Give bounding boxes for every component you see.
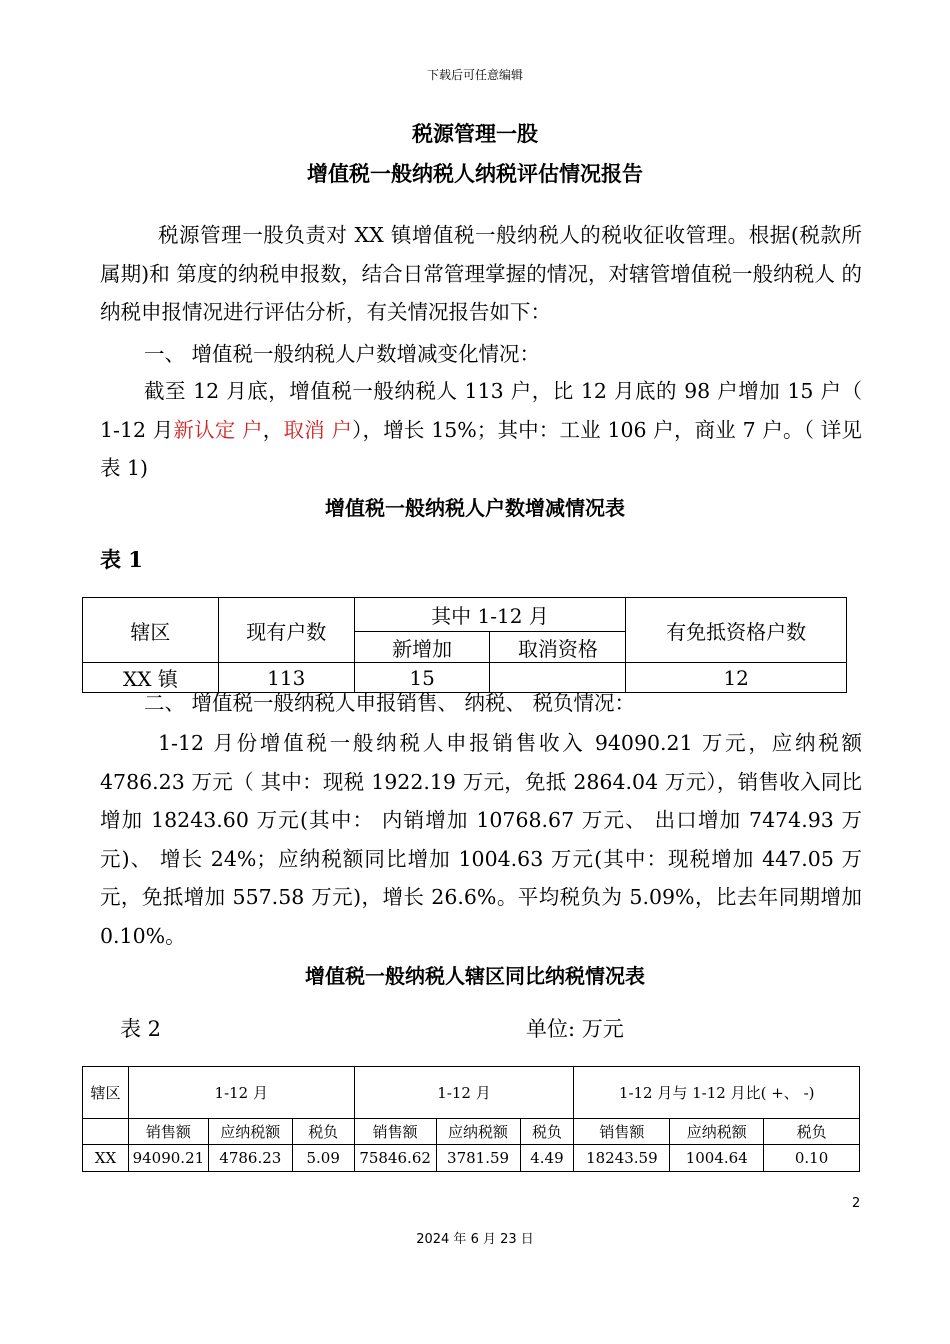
table2-header-district: 辖区 bbox=[83, 1067, 129, 1119]
table2-subheader: 销售额 bbox=[354, 1119, 436, 1145]
table2-cell: 5.09 bbox=[292, 1145, 354, 1172]
table2 bbox=[82, 1066, 860, 1172]
table2-subheader-blank bbox=[83, 1119, 129, 1145]
section1-new-count: 新认定 户 bbox=[173, 417, 263, 442]
table2-cell: 75846.62 bbox=[354, 1145, 436, 1172]
table1-header-current: 现有户数 bbox=[218, 598, 354, 663]
table2-header-period1: 1-12 月 bbox=[128, 1067, 354, 1119]
table2-subheader: 税负 bbox=[292, 1119, 354, 1145]
table-row bbox=[83, 1145, 860, 1172]
footer-date: 2024 年 6 月 23 日 bbox=[416, 1232, 534, 1247]
section1-text-a: 截至 12 月底，增值税一般纳税人 113 户，比 12 月底的 98 户增加 15 户（ 1-12 月 bbox=[100, 379, 862, 442]
table2-cell: 1004.64 bbox=[670, 1145, 764, 1172]
table2-subheader: 税负 bbox=[520, 1119, 574, 1145]
table2-unit: 单位: 万元 bbox=[526, 1017, 624, 1041]
table1-cell-exempt: 12 bbox=[626, 663, 847, 693]
table2-subheader: 应纳税额 bbox=[436, 1119, 520, 1145]
section1-heading: 一、 增值税一般纳税人户数增减变化情况： bbox=[144, 342, 541, 366]
section2-paragraph: 1-12 月份增值税一般纳税人申报销售收入 94090.21 万元，应纳税额 4786.23 万元（ 其中：现税 1922.19 万元，免抵 2864.04 万元），销售收入同比增加 18243.60 万元(其中： 内销增加 10768.67 万元、 出口增加 7474.93 万元)、 增长 24%；应纳税额同比增加 1004.63 万元(其中：现税增加 447.05 万元，免抵增加 557.58 万元)，增长 26.6%。平均税负为 5.09%，比去年同期增加 0.10%。 bbox=[100, 731, 862, 948]
table2-cell-district: XX bbox=[83, 1145, 129, 1172]
table2-cell: 4.49 bbox=[520, 1145, 574, 1172]
table2-cell: 94090.21 bbox=[128, 1145, 208, 1172]
section2-heading: 二、 增值税一般纳税人申报销售、 纳税、 税负情况： bbox=[144, 691, 636, 715]
table1-header-exempt: 有免抵资格户数 bbox=[626, 598, 847, 663]
section1-cancel-count: 取消 户 bbox=[283, 417, 353, 442]
table1-label: 表 1 bbox=[100, 547, 143, 572]
table2-title: 增值税一般纳税人辖区同比纳税情况表 bbox=[305, 964, 645, 988]
table2-cell: 4786.23 bbox=[208, 1145, 292, 1172]
table1-header-district: 辖区 bbox=[83, 598, 219, 663]
table2-subheader: 税负 bbox=[764, 1119, 860, 1145]
table2-label: 表 2 bbox=[120, 1017, 162, 1041]
section1-text-b: ），增长 15%；其中：工业 106 户，商业 7 户。（ 详见表 1) bbox=[100, 417, 862, 480]
document-subtitle: 增值税一般纳税人纳税评估情况报告 bbox=[307, 162, 643, 186]
table2-header-period2: 1-12 月 bbox=[354, 1067, 574, 1119]
header-note: 下载后可任意编辑 bbox=[426, 68, 523, 82]
table2-subheader: 应纳税额 bbox=[670, 1119, 764, 1145]
table2-subheader: 销售额 bbox=[128, 1119, 208, 1145]
table1-header-cancelled: 取消资格 bbox=[490, 632, 626, 663]
intro-paragraph: 税源管理一股负责对 XX 镇增值税一般纳税人的税收征收管理。根据(税款所属期)和 第度的纳税申报数，结合日常管理掌握的情况，对辖管增值税一般纳税人 的纳税申报情况进行评估分析，有关情况报告如下： bbox=[100, 223, 862, 324]
page-number: 2 bbox=[852, 1196, 861, 1211]
section1-paragraph bbox=[100, 372, 862, 488]
section1-separator: ， bbox=[262, 417, 284, 442]
table2-subheader: 销售额 bbox=[574, 1119, 670, 1145]
table2-header-compare: 1-12 月与 1-12 月比( +、 -) bbox=[574, 1067, 860, 1119]
table1-cell-added: 15 bbox=[354, 663, 490, 693]
table2-cell: 0.10 bbox=[764, 1145, 860, 1172]
table1-cell-current: 113 bbox=[218, 663, 354, 693]
table2-cell: 3781.59 bbox=[436, 1145, 520, 1172]
table1-cell-district: XX 镇 bbox=[83, 663, 219, 693]
table2-cell: 18243.59 bbox=[574, 1145, 670, 1172]
table1-header-added: 新增加 bbox=[354, 632, 490, 663]
table1-title: 增值税一般纳税人户数增减情况表 bbox=[325, 496, 625, 520]
table2-subheader: 应纳税额 bbox=[208, 1119, 292, 1145]
table1-header-group: 其中 1-12 月 bbox=[354, 598, 626, 632]
table1 bbox=[82, 597, 847, 693]
document-title: 税源管理一股 bbox=[412, 122, 538, 146]
